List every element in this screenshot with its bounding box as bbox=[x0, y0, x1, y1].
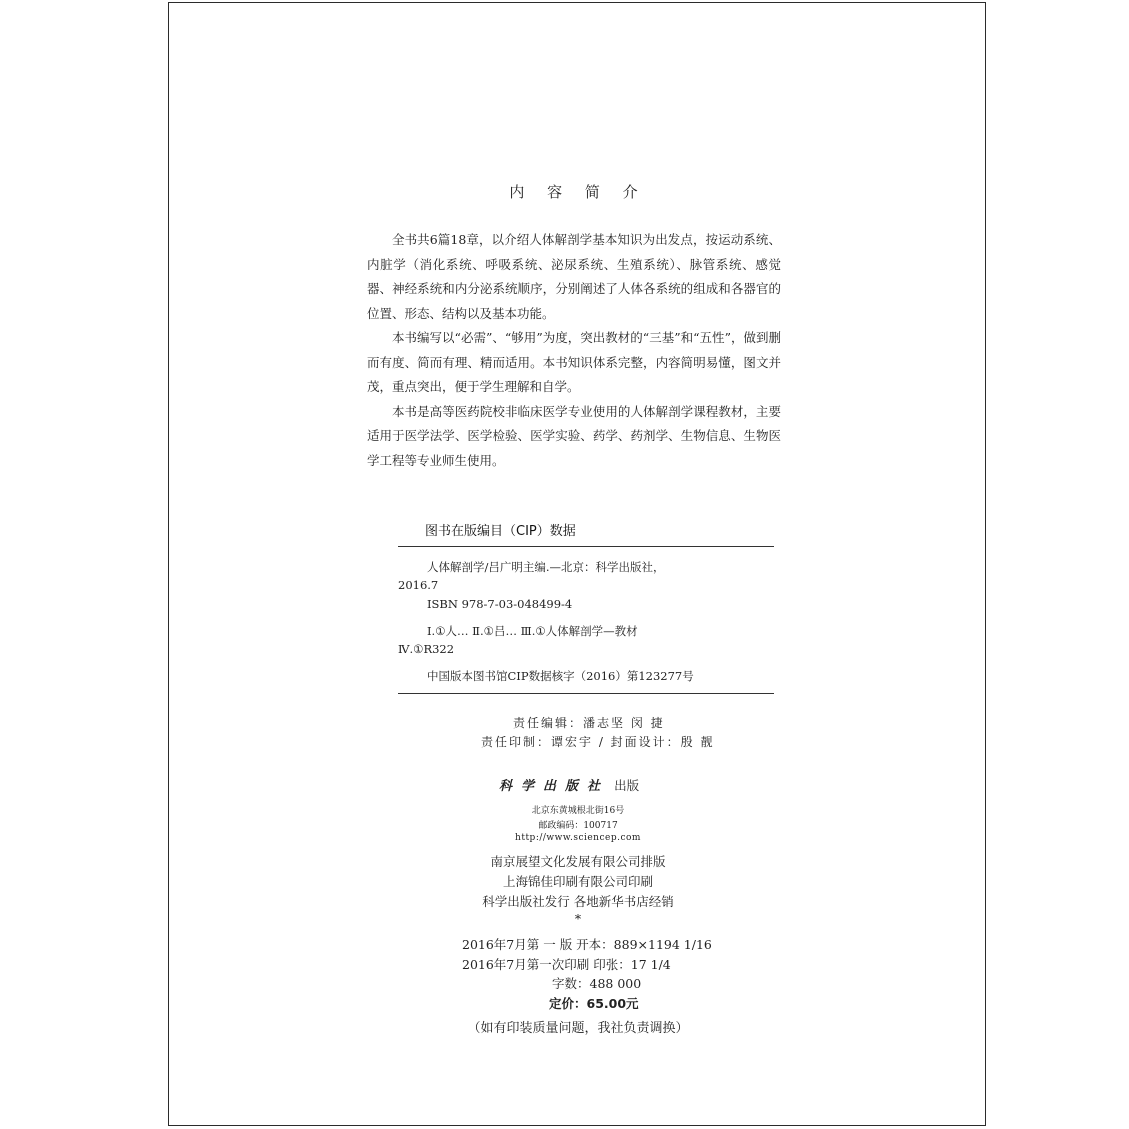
publisher-postcode: 邮政编码：100717 bbox=[538, 821, 618, 831]
cip-line-4: Ⅰ.①人… Ⅱ.①吕… Ⅲ.①人体解剖学—教材 bbox=[427, 624, 638, 638]
cip-top-rule bbox=[398, 546, 774, 547]
cip-heading: 图书在版编目（CIP）数据 bbox=[425, 524, 576, 539]
cip-isbn: ISBN 978-7-03-048499-4 bbox=[427, 597, 573, 611]
cip-line-2: 2016.7 bbox=[398, 578, 439, 592]
distribution-info: 科学出版社发行 各地新华书店经销 bbox=[482, 894, 674, 909]
publisher-url: http://www.sciencep.com bbox=[515, 833, 641, 843]
intro-paragraph-1: 全书共6篇18章，以介绍人体解剖学基本知识为出发点，按运动系统、内脏学（消化系统、呼吸系统、泌尿系统、生殖系统）、脉管系统、感觉器、神经系统和内分泌系统顺序，分别阐述了人体各系统的组成和各器官的位置、形态、结构以及基本功能。 bbox=[367, 232, 781, 321]
cip-line-1: 人体解剖学/吕广明主编.—北京：科学出版社， bbox=[427, 560, 665, 574]
publisher-line bbox=[499, 775, 639, 794]
edition-info: 2016年7月第 一 版 开本：889×1194 1/16 bbox=[462, 937, 712, 952]
publisher-address: 北京东黄城根北街16号 bbox=[531, 806, 625, 816]
price: 定价：65.00元 bbox=[549, 996, 639, 1011]
cip-line-6: 中国版本图书馆CIP数据核字（2016）第123277号 bbox=[427, 669, 694, 683]
typeset-info: 南京展望文化发展有限公司排版 bbox=[490, 854, 666, 869]
editors-credit: 责任编辑：潘志坚 闵 捷 bbox=[513, 716, 665, 730]
cip-bottom-rule bbox=[398, 693, 774, 694]
printing-info: 2016年7月第一次印刷 印张：17 1/4 bbox=[462, 957, 671, 972]
quality-note: （如有印装质量问题，我社负责调换） bbox=[467, 1021, 689, 1036]
cip-line-5: Ⅳ.①R322 bbox=[398, 642, 455, 656]
publisher-logo: 科学出版社 bbox=[499, 779, 610, 794]
book-page bbox=[168, 2, 986, 1126]
word-count: 字数：488 000 bbox=[552, 976, 642, 991]
intro-paragraph-2: 本书编写以“必需”、“够用”为度，突出教材的“三基”和“五性”，做到删而有度、简而有理、精而适用。本书知识体系完整，内容简明易懂，图文并茂，重点突出，便于学生理解和自学。 bbox=[367, 330, 781, 394]
separator-star: * bbox=[574, 911, 582, 926]
publisher-suffix: 出版 bbox=[614, 778, 640, 793]
intro-section bbox=[367, 228, 781, 473]
intro-paragraph-3: 本书是高等医药院校非临床医学专业使用的人体解剖学课程教材，主要适用于医学法学、医学检验、医学实验、药学、药剂学、生物信息、生物医学工程等专业师生使用。 bbox=[367, 403, 781, 468]
page-title: 内 容 简 介 bbox=[509, 183, 647, 201]
printing-credit: 责任印制：谭宏宇 / 封面设计：殷 靓 bbox=[481, 735, 715, 749]
print-info: 上海锦佳印刷有限公司印刷 bbox=[502, 874, 653, 889]
